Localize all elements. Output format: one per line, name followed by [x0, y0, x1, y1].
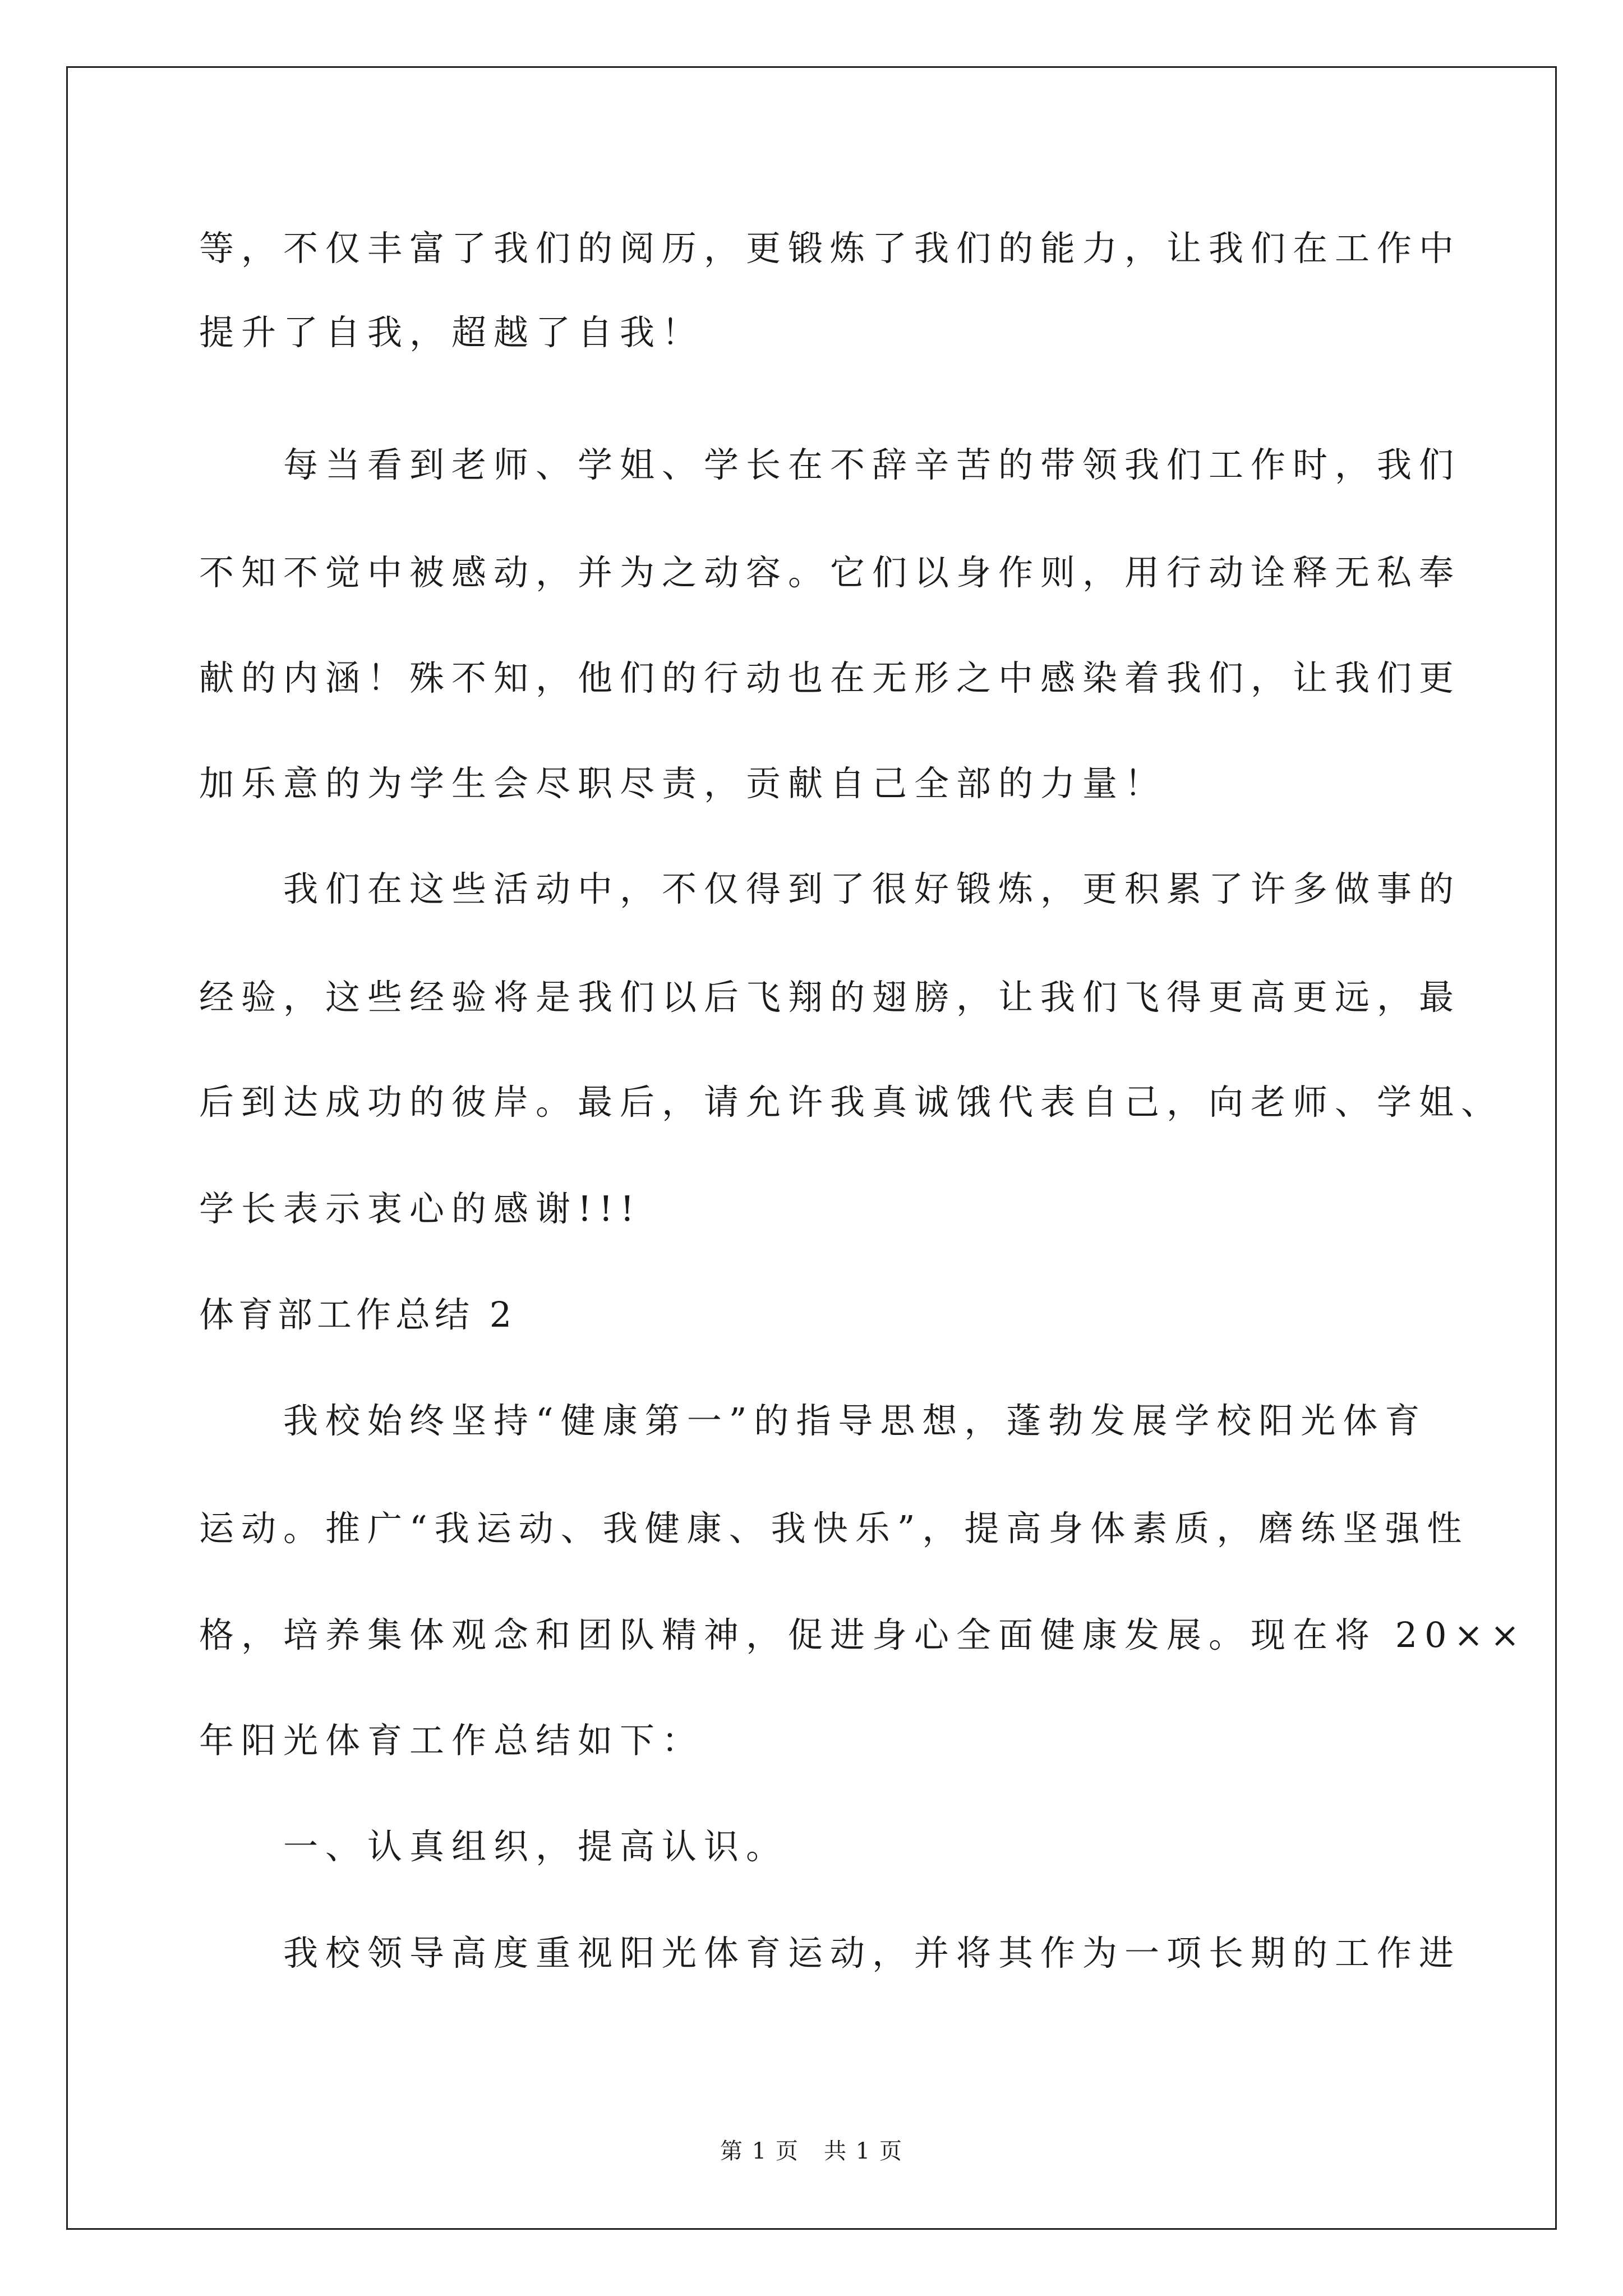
paragraph-line: 等，不仅丰富了我们的阅历，更锻炼了我们的能力，让我们在工作中	[199, 228, 1461, 269]
paragraph-line: 格，培养集体观念和团队精神，促进身心全面健康发展。现在将 20××	[199, 1614, 1527, 1655]
paragraph-line: 不知不觉中被感动，并为之动容。它们以身作则，用行动诠释无私奉	[199, 552, 1461, 593]
paragraph-line: 我校领导高度重视阳光体育运动，并将其作为一项长期的工作进	[283, 1932, 1461, 1973]
paragraph-line: 学长表示衷心的感谢!!!	[199, 1188, 642, 1229]
paragraph-line: 后到达成功的彼岸。最后，请允许我真诚饿代表自己，向老师、学姐、	[199, 1082, 1504, 1122]
page-border	[66, 66, 1557, 2230]
page-number-footer: 第 1 页 共 1 页	[720, 2138, 903, 2164]
paragraph-line: 加乐意的为学生会尽职尽责，贡献自己全部的力量！	[199, 763, 1167, 804]
paragraph-line: 我校始终坚持“健康第一”的指导思想，蓬勃发展学校阳光体育	[283, 1400, 1427, 1441]
paragraph-line: 我们在这些活动中，不仅得到了很好锻炼，更积累了许多做事的	[283, 868, 1461, 909]
section-heading: 体育部工作总结 2	[199, 1294, 517, 1335]
paragraph-line: 经验，这些经验将是我们以后飞翔的翅膀，让我们飞得更高更远，最	[199, 977, 1461, 1018]
paragraph-line: 一、认真组织，提高认识。	[283, 1826, 789, 1867]
paragraph-line: 献的内涵！殊不知，他们的行动也在无形之中感染着我们，让我们更	[199, 657, 1461, 698]
paragraph-line: 年阳光体育工作总结如下：	[199, 1720, 704, 1761]
paragraph-line: 每当看到老师、学姐、学长在不辞辛苦的带领我们工作时，我们	[283, 444, 1461, 485]
paragraph-line: 提升了自我，超越了自我！	[199, 312, 704, 353]
paragraph-line: 运动。推广“我运动、我健康、我快乐”，提高身体素质，磨练坚强性	[199, 1508, 1469, 1549]
